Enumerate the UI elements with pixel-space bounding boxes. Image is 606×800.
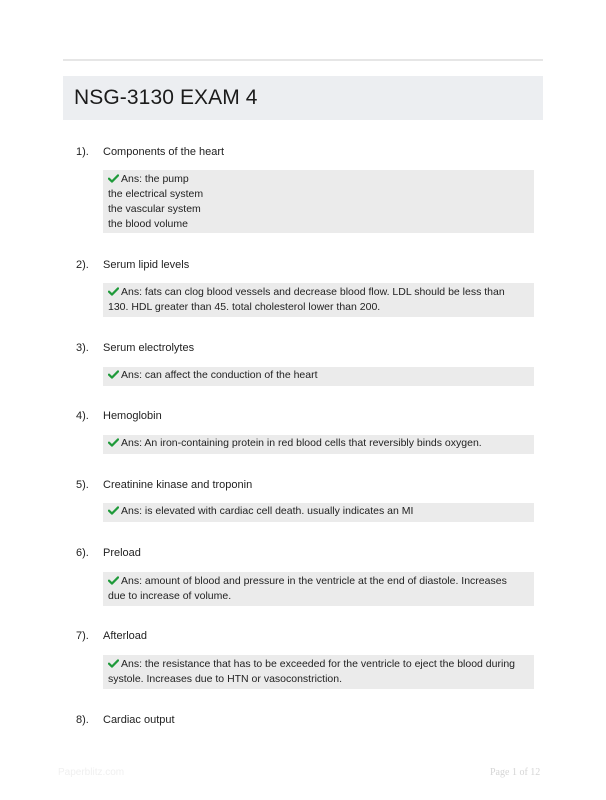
- answer-box: [103, 367, 534, 386]
- question-text: Preload: [103, 547, 141, 559]
- title-banner: [63, 76, 543, 120]
- answer-box: [103, 170, 534, 233]
- check-icon: [108, 438, 119, 447]
- answer-line: Ans: fats can clog blood vessels and decrease blood flow. LDL should be less than: [108, 285, 529, 300]
- question-text: Cardiac output: [103, 714, 175, 726]
- question-text: Serum lipid levels: [103, 259, 190, 271]
- answer-line: the electrical system: [108, 188, 204, 200]
- answer-box: [103, 435, 534, 454]
- question-number: 5).: [76, 479, 89, 491]
- question-text: Creatinine kinase and troponin: [103, 479, 253, 491]
- answer-line: Ans: the resistance that has to be exceeded for the ventricle to eject the blood during: [108, 657, 529, 672]
- answer-line: Ans: An iron-containing protein in red blood cells that reversibly binds oxygen.: [108, 436, 529, 451]
- question-number: 4).: [76, 410, 89, 422]
- answer-box: [103, 503, 534, 522]
- answer-line: the blood volume: [108, 218, 188, 230]
- question-number: 3).: [76, 342, 89, 354]
- document-title: NSG-3130 EXAM 4: [74, 86, 258, 109]
- check-icon: [108, 576, 119, 585]
- question-text: Hemoglobin: [103, 410, 162, 422]
- answer-line: Ans: is elevated with cardiac cell death. usually indicates an MI: [108, 504, 529, 519]
- answer-box: [103, 283, 534, 317]
- question-text: Afterload: [103, 630, 148, 642]
- check-icon: [108, 506, 119, 515]
- answer-box: [103, 572, 534, 606]
- check-icon: [108, 174, 119, 183]
- answer-line: Ans: amount of blood and pressure in the ventricle at the end of diastole. Increases: [108, 574, 529, 589]
- page-number: Page 1 of 12: [490, 767, 541, 778]
- question-number: 7).: [76, 630, 89, 642]
- answer-line: the vascular system: [108, 203, 201, 215]
- question-text: Serum electrolytes: [103, 342, 195, 354]
- question-number: 2).: [76, 259, 89, 271]
- answer-line: due to increase of volume.: [108, 590, 232, 602]
- question-text: Components of the heart: [103, 146, 225, 158]
- top-divider: [63, 59, 543, 61]
- answer-line: Ans: can affect the conduction of the heart: [108, 368, 529, 383]
- check-icon: [108, 370, 119, 379]
- check-icon: [108, 659, 119, 668]
- check-icon: [108, 287, 119, 296]
- footer-watermark: Paperblitz.com: [58, 767, 125, 778]
- answer-line: 130. HDL greater than 45. total cholesterol lower than 200.: [108, 301, 381, 313]
- question-number: 6).: [76, 547, 89, 559]
- question-number: 1).: [76, 146, 89, 158]
- answer-line: systole. Increases due to HTN or vasoconstriction.: [108, 673, 343, 685]
- question-number: 8).: [76, 714, 89, 726]
- answer-box: [103, 655, 534, 689]
- answer-line: Ans: the pump: [108, 172, 529, 187]
